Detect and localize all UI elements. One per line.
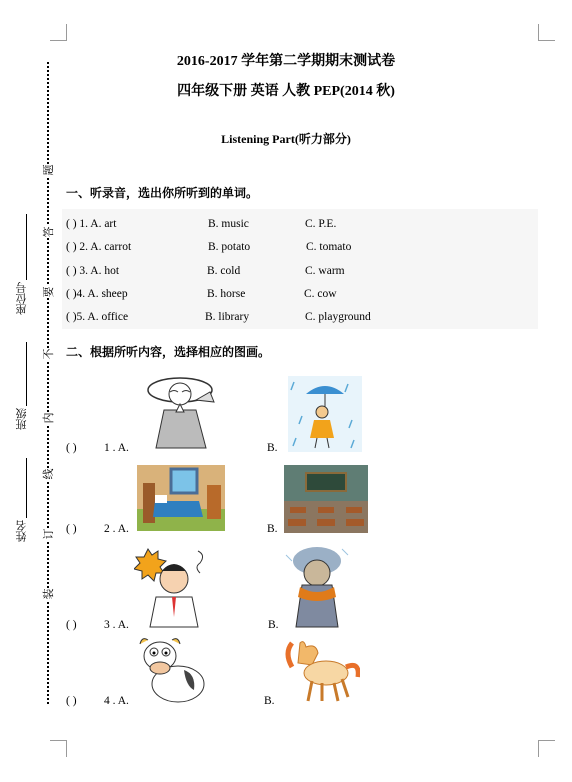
q1-option-c: C. P.E. bbox=[305, 218, 337, 230]
item3-label-a: 3 . A. bbox=[104, 619, 129, 631]
section1-heading: 一、听录音，选出你所听到的单词。 bbox=[66, 186, 259, 200]
man-hot-sweating-image bbox=[134, 541, 210, 629]
q1-stem: ( ) 1. A. art bbox=[66, 218, 117, 230]
crop-mark-bottom-left bbox=[50, 740, 67, 757]
person-cold-scarf-image bbox=[282, 545, 352, 629]
margin-char-2: 答 bbox=[43, 226, 55, 238]
margin-char-5: 内 bbox=[43, 412, 55, 424]
classroom-image bbox=[284, 465, 368, 533]
q5-option-b: B. library bbox=[205, 311, 250, 323]
item1-paren: ( ) bbox=[66, 442, 77, 454]
item3-paren: ( ) bbox=[66, 619, 77, 631]
seat-number-label: 座位号 bbox=[16, 282, 28, 315]
q4-option-b: B. horse bbox=[207, 288, 246, 300]
item2-label-a: 2 . A. bbox=[104, 523, 129, 535]
cow-image bbox=[134, 634, 208, 706]
class-label: 班级 bbox=[16, 408, 28, 430]
item3-label-b: B. bbox=[268, 619, 279, 631]
q3-option-b: B. cold bbox=[207, 265, 241, 277]
section1-question-area bbox=[62, 209, 538, 329]
item4-label-b: B. bbox=[264, 695, 275, 707]
seat-number-line bbox=[26, 214, 27, 280]
item2-paren: ( ) bbox=[66, 523, 77, 535]
q2-option-c: C. tomato bbox=[306, 241, 352, 253]
name-line bbox=[26, 458, 27, 518]
name-label: 姓名 bbox=[16, 520, 28, 542]
q2-stem: ( ) 2. A. carrot bbox=[66, 241, 132, 253]
margin-char-8: 装 bbox=[43, 588, 55, 600]
q1-option-b: B. music bbox=[208, 218, 249, 230]
q3-stem: ( ) 3. A. hot bbox=[66, 265, 120, 277]
item1-label-b: B. bbox=[267, 442, 278, 454]
crop-mark-top-right bbox=[538, 24, 555, 41]
woman-fanning-hot-image bbox=[140, 372, 220, 450]
q5-stem: ( )5. A. office bbox=[66, 311, 129, 323]
margin-char-7: 订 bbox=[43, 528, 55, 540]
section2-heading: 二、根据所听内容，选择相应的图画。 bbox=[66, 345, 271, 359]
q3-option-c: C. warm bbox=[305, 265, 345, 277]
q4-option-c: C. cow bbox=[304, 288, 337, 300]
item4-label-a: 4 . A. bbox=[104, 695, 129, 707]
girl-umbrella-rain-image bbox=[288, 376, 362, 452]
crop-mark-bottom-right bbox=[538, 740, 555, 757]
class-line bbox=[26, 342, 27, 406]
binding-dotted-line bbox=[47, 62, 49, 704]
exam-title: 2016-2017 学年第二学期期末测试卷 bbox=[176, 54, 396, 69]
margin-char-4: 不 bbox=[43, 348, 55, 360]
q5-option-c: C. playground bbox=[305, 311, 371, 323]
margin-char-6: 线 bbox=[43, 468, 55, 480]
margin-char-1: 题 bbox=[43, 164, 55, 176]
exam-subtitle: 四年级下册 英语 人教 PEP(2014 秋) bbox=[177, 84, 395, 99]
bedroom-image bbox=[137, 465, 225, 531]
item1-label-a: 1 . A. bbox=[104, 442, 129, 454]
listening-part-heading: Listening Part(听力部分) bbox=[221, 132, 351, 146]
q4-stem: ( )4. A. sheep bbox=[66, 288, 128, 300]
item4-paren: ( ) bbox=[66, 695, 77, 707]
horse-image bbox=[282, 637, 360, 705]
margin-char-3: 要 bbox=[43, 286, 55, 298]
q2-option-b: B. potato bbox=[208, 241, 251, 253]
item2-label-b: B. bbox=[267, 523, 278, 535]
crop-mark-top-left bbox=[50, 24, 67, 41]
